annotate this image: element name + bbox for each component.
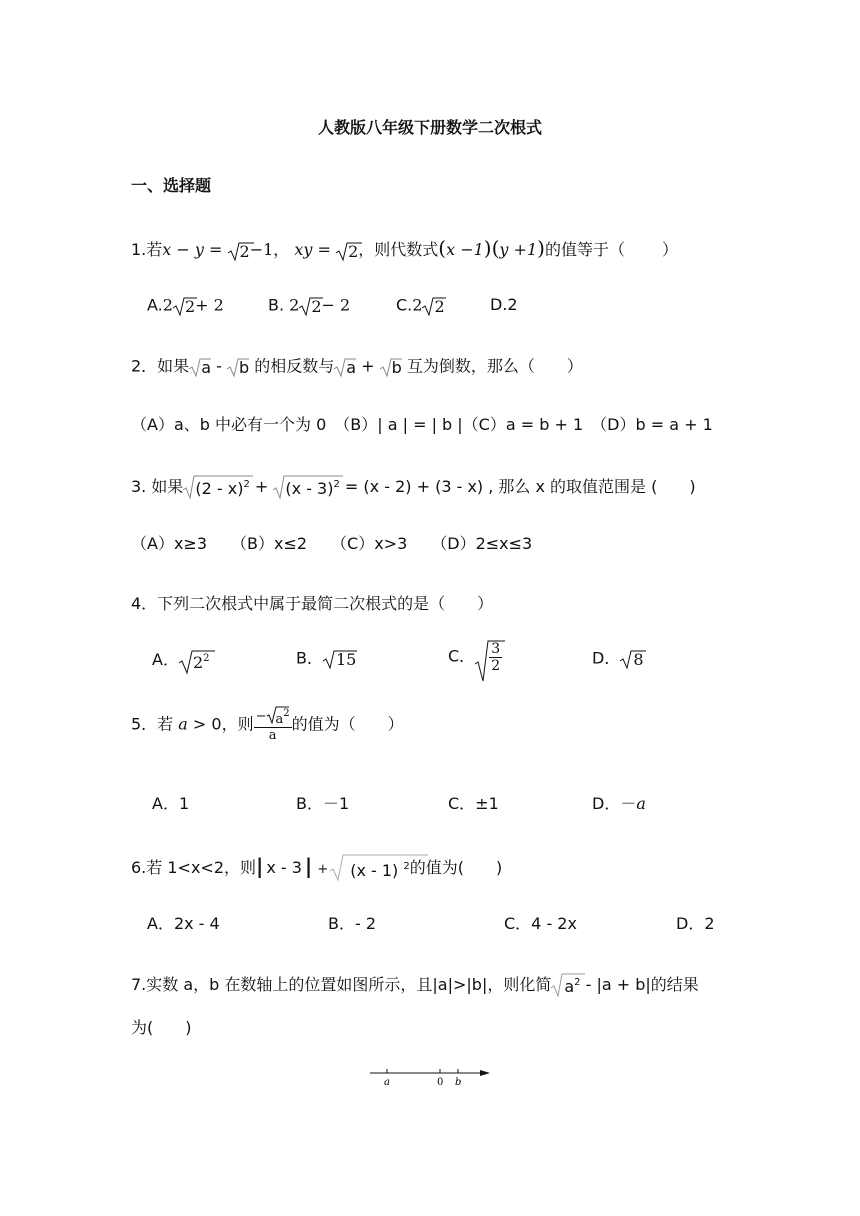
q1-option-a-rad: 2 [184, 297, 196, 316]
q6-option-c[interactable]: C．4 - 2x [504, 914, 577, 933]
q6-tail: 的值为( ) [409, 858, 503, 877]
q2-rad-3: a [346, 358, 357, 377]
q4-option-d-rad: 8 [633, 650, 644, 669]
radical-icon [227, 358, 249, 378]
sqrt-sign [422, 297, 444, 315]
q1-expr-a-rad: 2 [239, 241, 250, 261]
radical-icon [328, 858, 428, 882]
q3-prefix: 3. 如果 [131, 477, 184, 496]
sqrt-sign [328, 858, 410, 879]
sqrt-sign [620, 650, 643, 668]
q7-tail: - |a + b|的结果 [580, 975, 699, 994]
sqrt-sign [179, 650, 210, 671]
q4-option-a-label: A． [152, 650, 179, 669]
q4-option-b[interactable] [296, 650, 356, 668]
q5-option-b[interactable]: B．－1 [296, 794, 350, 813]
sqrt-sign [227, 358, 249, 376]
sqrt-sign [299, 297, 321, 315]
q3-plus: + [249, 477, 274, 496]
q3-options[interactable]: （A）x≥3 （B）x≤2 （C）x>3 （D）2≤x≤3 [131, 534, 533, 553]
radical-icon [475, 640, 505, 682]
q4-option-a-exp: 2 [203, 653, 210, 664]
q5-option-c[interactable]: C．±1 [448, 794, 499, 813]
q1-option-c-label: C. [396, 295, 413, 315]
radical-icon [189, 358, 211, 378]
q1-option-b[interactable] [268, 297, 350, 315]
question-6 [131, 856, 502, 879]
question-5 [131, 707, 404, 742]
q2-rad-1: a [201, 358, 211, 377]
q6-rad-inner: (x - 1) [350, 861, 399, 880]
q5-option-d[interactable] [592, 796, 646, 812]
sqrt-sign [551, 976, 580, 995]
q1-option-a-post: + 2 [195, 295, 224, 315]
q6-abs-inner: x - 3 [266, 858, 302, 877]
q5-den: a [268, 728, 277, 743]
q7-line-2: 为( ) [131, 1018, 192, 1037]
number-line-figure [368, 1064, 492, 1088]
q1-option-c-coef: 2 [412, 295, 423, 315]
radical-icon [551, 976, 585, 998]
question-2 [131, 358, 583, 376]
q3-rad-2-exp: 2 [333, 479, 340, 490]
radical-icon [380, 358, 402, 378]
q1-option-b-rad: 2 [311, 297, 322, 316]
q1-option-b-label: B. [268, 295, 285, 315]
radical-icon [334, 358, 356, 378]
q2-tail: 互为倒数，那么（ ） [401, 356, 583, 376]
question-3 [131, 478, 696, 497]
radical-icon [173, 297, 197, 317]
q5-tail: 的值为（ ） [291, 714, 404, 734]
sqrt-sign [267, 707, 290, 726]
q1-expr-a-lhs: x − y = [162, 240, 223, 259]
sqrt-sign [183, 478, 249, 497]
q6-rad-exp: 2 [403, 861, 410, 872]
q1-factor-1: x −1 [446, 240, 484, 259]
page-title: 人教版八年级下册数学二次根式 [317, 118, 542, 137]
q5-var: a [178, 714, 188, 734]
q4-option-c-den: 2 [491, 658, 501, 674]
q3-rad-1-exp: 2 [243, 479, 250, 490]
abs-bar-right: | [304, 854, 313, 878]
q1-factor-2: y +1 [499, 240, 538, 259]
sqrt-sign [228, 242, 250, 260]
radical-icon [620, 650, 646, 670]
sqrt-sign [189, 358, 211, 376]
radical-icon [267, 707, 289, 727]
q1-option-a-coef: 2 [162, 295, 173, 315]
radical-icon [299, 297, 323, 317]
q5-option-a[interactable]: A．1 [152, 794, 190, 813]
sqrt-sign [334, 358, 356, 376]
q1-option-c-rad: 2 [434, 297, 445, 316]
section-heading: 一、选择题 [131, 176, 212, 195]
q4-option-b-rad: 15 [335, 650, 357, 669]
q5-num-rad: a [275, 712, 284, 727]
q1-mid: ，则代数式 [358, 240, 439, 259]
q1-expr-b-lhs: xy = [294, 240, 331, 259]
q3-tail: = (x - 2) + (3 - x) , 那么 x 的取值范围是 ( ) [339, 477, 696, 496]
q2-plus: + [356, 356, 380, 376]
q1-prefix: 1.若 [131, 240, 163, 259]
radical-icon [336, 242, 362, 262]
q5-num-exp: 2 [283, 708, 290, 719]
label-b: b [455, 1077, 462, 1088]
sqrt-sign [173, 297, 195, 315]
q3-rad-1: (2 - x) [195, 479, 244, 498]
q4-option-b-label: B． [296, 648, 323, 668]
q6-option-b[interactable]: B．- 2 [328, 914, 377, 933]
q4-option-a[interactable] [152, 650, 210, 671]
q4-option-a-base: 2 [192, 653, 204, 672]
question-4: 4．下列二次根式中属于最简二次根式的是（ ） [131, 594, 494, 613]
q2-mid: 的相反数与 [249, 356, 335, 376]
q1-option-b-post: − 2 [321, 295, 351, 315]
sqrt-sign [273, 478, 339, 497]
q5-option-d-label: D．－ [592, 794, 637, 813]
q5-num-neg: − [255, 709, 267, 724]
q6-option-a[interactable]: A．2x - 4 [147, 914, 220, 933]
q2-rad-2: b [238, 358, 250, 377]
q1-sep: ， [273, 240, 290, 259]
question-7 [131, 976, 699, 995]
q5-prefix: 5．若 [131, 714, 179, 734]
sqrt-sign [336, 242, 358, 260]
q1-tail: 的值等于（ ） [544, 240, 679, 259]
paren-open: ( [438, 236, 447, 260]
radical-icon [179, 650, 215, 674]
q2-rad-4: b [391, 358, 402, 377]
sqrt-sign [323, 650, 356, 668]
question-1 [131, 238, 678, 260]
radical-icon [323, 650, 357, 670]
radical-icon [273, 478, 343, 500]
sqrt-sign [475, 640, 502, 673]
q6-plus: + [317, 862, 329, 877]
label-0: 0 [437, 1077, 444, 1088]
paren-close: ) [483, 236, 492, 260]
q5-fraction [254, 707, 292, 742]
q4-option-c[interactable] [448, 640, 502, 673]
arrow-right-icon [480, 1070, 490, 1076]
q1-expr-b-rad: 2 [348, 241, 359, 261]
q7-rad-inner: a [564, 977, 575, 996]
radical-icon [228, 242, 254, 262]
q7-prefix: 7.实数 a，b 在数轴上的位置如图所示，且|a|>|b|，则化简 [131, 975, 552, 994]
q1-option-c[interactable] [396, 297, 445, 315]
q1-option-a-label: A. [147, 295, 163, 315]
abs-bar-left: | [256, 854, 264, 878]
q2-minus: - [211, 356, 227, 376]
radical-icon [422, 297, 446, 317]
q5-cond: > 0，则 [187, 714, 254, 734]
q6-option-d[interactable]: D．2 [676, 914, 715, 933]
q7-rad-exp: 2 [574, 977, 581, 988]
q4-option-c-num: 3 [491, 641, 501, 657]
sqrt-sign [380, 358, 402, 376]
q1-option-d[interactable]: D.2 [490, 295, 518, 314]
q3-rad-2: (x - 3) [285, 479, 334, 498]
q1-option-a[interactable] [147, 297, 224, 315]
q2-options[interactable]: （A）a、b 中必有一个为 0 （B）| a | = | b |（C）a = b + 1 （D）b = a + 1 [131, 415, 713, 434]
paren-open: ( [491, 236, 500, 260]
q4-option-d-label: D． [592, 648, 621, 668]
q4-option-c-label: C． [448, 646, 476, 666]
q1-expr-a-tail: −1 [249, 240, 274, 259]
q1-option-b-coef: 2 [289, 295, 300, 315]
q2-prefix: 2．如果 [131, 356, 190, 376]
q4-option-d[interactable] [592, 650, 644, 668]
paren-close: ) [537, 236, 545, 260]
q6-prefix: 6.若 1<x<2，则 [131, 858, 256, 877]
q5-option-d-var: a [636, 794, 646, 813]
label-a: a [384, 1077, 390, 1088]
radical-icon [183, 478, 253, 500]
